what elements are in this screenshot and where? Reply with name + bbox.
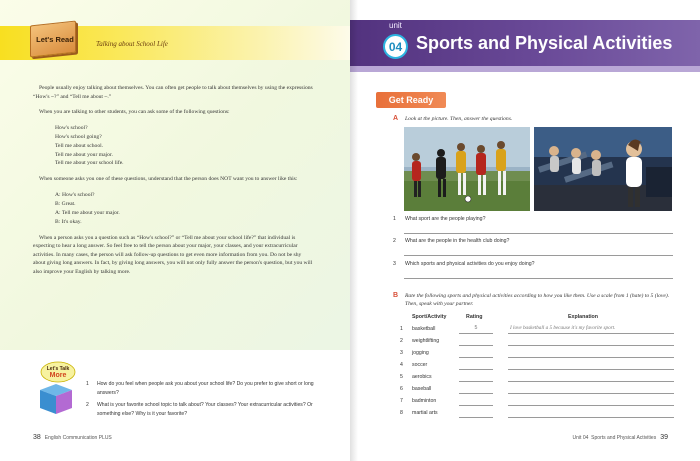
- question-list: [33, 124, 313, 169]
- row-number: 8: [400, 410, 403, 416]
- reading-passage: [33, 84, 313, 277]
- rating-field[interactable]: [459, 409, 493, 418]
- rating-field[interactable]: [459, 373, 493, 382]
- talk-question: [86, 380, 318, 398]
- activity-name: aerobics: [412, 374, 432, 380]
- part-a-letter: A: [393, 115, 399, 122]
- footer-unit: Unit 04: [572, 435, 589, 441]
- footer-title: Sports and Physical Activities: [591, 435, 657, 441]
- table-row: [400, 337, 674, 348]
- lets-read-label: Let's Read: [36, 35, 74, 44]
- question-item: Tell me about your major.: [55, 151, 113, 158]
- dialog-line: B: It's okay.: [55, 218, 82, 225]
- unit-banner-strip: [350, 66, 700, 72]
- question-number: 3: [393, 261, 396, 267]
- dialog-line: A: Tell me about your major.: [55, 209, 120, 216]
- health-club-photo: [534, 127, 672, 211]
- talk-badge-line2: More: [49, 372, 67, 379]
- part-b-letter: B: [393, 292, 399, 299]
- talk-badge-line1: Let's Talk: [46, 366, 70, 372]
- explanation-field[interactable]: [508, 385, 674, 394]
- closing-paragraph: When a person asks you a question such as “How's school?” or “Tell me about your school life?” that individual is expecting to hear a long answer. So feel free to tell the person about your major, your classes, and your extracurricular activities. In many cases, the person will ask follow-up questions to get even more information from you. Do not be shy about giving long answers. In fact, by giving long answers, you will not only fully answer the person's question, but you will also improve your English by talking more.: [33, 234, 313, 275]
- table-row: [400, 361, 674, 372]
- rating-field[interactable]: [459, 397, 493, 406]
- part-b-instruction: Rate the following sports and physical activities according to how you like them. Use a scale from 1 (hate) to 5 (love). Then, speak with your partner.: [405, 293, 670, 307]
- answer-line[interactable]: [404, 278, 673, 279]
- col-header-activity: Sport/Activity: [412, 314, 447, 320]
- dialog-example: [33, 191, 313, 227]
- talk-question: [86, 401, 318, 419]
- answer-line[interactable]: [404, 255, 673, 256]
- col-header-explanation: Explanation: [568, 314, 599, 320]
- activity-name: basketball: [412, 326, 436, 332]
- activity-name: baseball: [412, 386, 432, 392]
- row-number: 5: [400, 374, 403, 380]
- rating-field[interactable]: [459, 385, 493, 394]
- row-number: 6: [400, 386, 403, 392]
- activity-name: weightlifting: [412, 338, 440, 344]
- right-footer: [573, 434, 668, 441]
- book-spine-shadow: [350, 0, 358, 461]
- rating-field[interactable]: [459, 349, 493, 358]
- talk-question-number: 2: [86, 402, 89, 408]
- row-number: 1: [400, 326, 403, 332]
- left-page-number: 38: [33, 434, 41, 441]
- talk-more-questions: [86, 380, 318, 422]
- activity-name: jogging: [412, 350, 429, 356]
- activity-name: soccer: [412, 362, 428, 368]
- explanation-field[interactable]: I love basketball a 5 because it's my favorite sport.: [508, 325, 674, 334]
- right-page-number: 39: [660, 434, 668, 441]
- rating-field[interactable]: [459, 361, 493, 370]
- table-row: [400, 373, 674, 384]
- question-row: [393, 238, 673, 244]
- table-row: [400, 397, 674, 408]
- dialog-line: B: Great.: [55, 200, 76, 207]
- table-row: [400, 349, 674, 360]
- left-footer: [33, 434, 112, 441]
- table-row: [400, 385, 674, 396]
- rating-field[interactable]: [459, 337, 493, 346]
- explanation-field[interactable]: [508, 373, 674, 382]
- question-text: What sport are the people playing?: [405, 216, 486, 222]
- row-number: 7: [400, 398, 403, 404]
- row-number: 2: [400, 338, 403, 344]
- warning-paragraph: When someone asks you one of these questions, understand that the person does NOT want you to answer like this:: [39, 176, 298, 183]
- question-item: How's school going?: [55, 133, 102, 140]
- lets-talk-more-icon: [36, 360, 76, 418]
- talk-question-text: How do you feel when people ask you about your school life? Do you prefer to give short or long answers?: [97, 381, 314, 396]
- row-number: 4: [400, 362, 403, 368]
- soccer-photo: [404, 127, 530, 211]
- unit-title: Sports and Physical Activities: [416, 33, 673, 53]
- activity-name: martial arts: [412, 410, 438, 416]
- talk-question-text: What is your favorite school topic to talk about? Your classes? Your extracurricular activities? Or something else? Why is it your favorite?: [97, 402, 313, 417]
- table-row: [400, 409, 674, 420]
- lead-in-paragraph: When you are talking to other students, you can ask some of the following questions:: [39, 109, 230, 116]
- row-number: 3: [400, 350, 403, 356]
- question-number: 2: [393, 238, 396, 244]
- talk-question-number: 1: [86, 381, 89, 387]
- question-item: Tell me about school.: [55, 142, 104, 149]
- question-row: [393, 261, 673, 267]
- explanation-field[interactable]: [508, 409, 674, 418]
- explanation-field[interactable]: [508, 361, 674, 370]
- get-ready-heading: Get Ready: [376, 92, 446, 108]
- rating-field[interactable]: 5: [459, 325, 493, 334]
- question-item: How's school?: [55, 124, 88, 131]
- section-title: Talking about School Life: [96, 40, 168, 48]
- table-row: [400, 325, 674, 336]
- explanation-field[interactable]: [508, 397, 674, 406]
- dialog-line: A: How's school?: [55, 191, 95, 198]
- unit-number-badge: 04: [383, 34, 408, 59]
- explanation-field[interactable]: [508, 337, 674, 346]
- activity-name: badminton: [412, 398, 437, 404]
- col-header-rating: Rating: [466, 314, 483, 320]
- question-number: 1: [393, 216, 396, 222]
- question-item: Tell me about your school life.: [55, 160, 124, 167]
- answer-line[interactable]: [404, 233, 673, 234]
- part-a-instruction: Look at the picture. Then, answer the questions.: [405, 116, 513, 122]
- question-text: Which sports and physical activities do you enjoy doing?: [405, 261, 535, 267]
- explanation-field[interactable]: [508, 349, 674, 358]
- question-text: What are the people in the health club doing?: [405, 238, 510, 244]
- unit-label: unit: [389, 21, 402, 30]
- intro-paragraph: People usually enjoy talking about themselves. You can often get people to talk about themselves by using the expressions “How's ~?” and “Tell me about ~.”: [33, 85, 313, 100]
- book-title: English Communication PLUS: [44, 435, 112, 441]
- question-row: [393, 216, 673, 222]
